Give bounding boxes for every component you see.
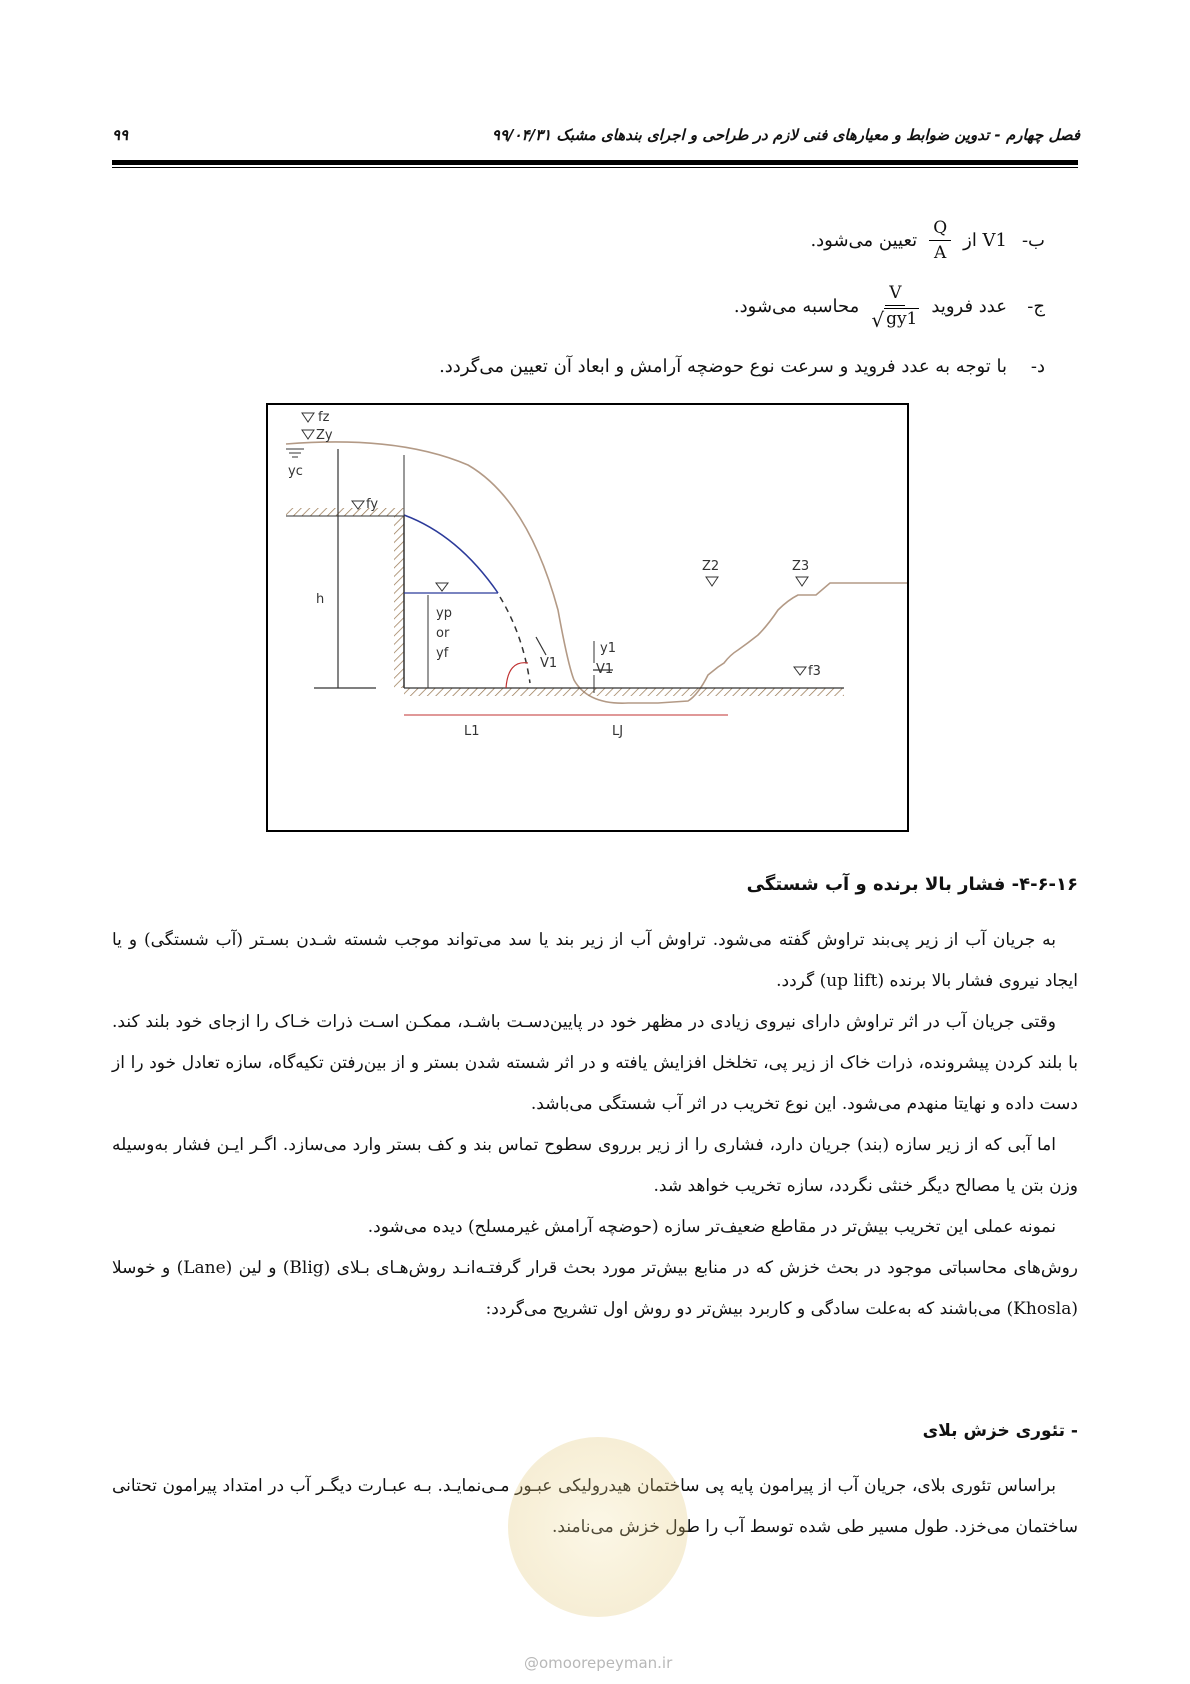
velocity-arrow [536, 637, 546, 655]
page-number: ۹۹ [112, 126, 129, 144]
item-text-before: عدد فروید [931, 295, 1007, 317]
item-label: ب- [1021, 230, 1045, 251]
upstream-ground [286, 508, 404, 516]
label-or: or [436, 626, 450, 641]
sqrt-denominator [871, 306, 919, 332]
label-f3: f3 [808, 664, 821, 679]
level-triangle-z2 [706, 577, 718, 586]
nappe-dashed [500, 597, 530, 683]
stilling-basin-figure [266, 403, 909, 832]
watermark-text: @omoorepeyman.ir [524, 1654, 673, 1672]
basin-floor [404, 688, 844, 696]
fraction-numerator: Q [929, 218, 951, 241]
paragraph-2: وقتی جریان آب در اثر تراوش دارای نیروی زیادی در مظهر خود در پایین‌دسـت باشـد، ممکـن اسـت ذرات خـاک را ازجای خود بلند کند. با بلند کردن پیشرونده، ذرات خاک از زیر پی، تخلخل افزایش یافته و در اثر شسته شدن بستر و از بین‌رفتن تکیه‌گاه، سازه تعادل خود را از دست داده و نهایتا منهدم می‌شود. این نوع تخریب در اثر آب شستگی می‌باشد. [112, 1012, 1078, 1114]
formula-item-j [733, 283, 1045, 332]
paragraph-3: اما آبی که از زیر سازه (بند) جریان دارد، فشاری را از زیر برروی سطوح تماس بند و کف بستر وارد می‌سازد. اگـر ایـن فشار به‌وسیله وزن بتن یا مصالح دیگر خنثی نگردد، سازه تخریب خواهد شد. [112, 1135, 1078, 1196]
item-text-before: V1 از [963, 230, 1007, 251]
fraction-q-over-a [929, 218, 951, 263]
label-yp: yp [436, 606, 452, 621]
formula-item-b [810, 218, 1045, 263]
label-z3: Z3 [792, 559, 810, 574]
label-y1: y1 [600, 641, 616, 656]
sqrt-argument: gy1 [886, 309, 918, 329]
angle-arc [506, 663, 528, 688]
weir-wall [394, 516, 404, 688]
label-yf: yf [436, 646, 449, 661]
fraction-numerator: V [885, 283, 905, 306]
paragraph-5: روش‌های محاسباتی موجود در بحث خزش که در منابع بیش‌تر مورد بحث قرار گرفتـه‌انـد روش‌هـای بـلای (Blig) و لین (Lane) و خوسلا (Khosla) می‌باشند که به‌علت سادگی و کاربرد بیش‌تر دو روش اول تشریح می‌گردد: [112, 1258, 1079, 1319]
chapter-title: فصل چهارم - تدوین ضوابط و معیارهای فنی لازم در طراحی و اجرای بندهای مشبک ۹۹/۰۴/۳۱ [491, 126, 1080, 144]
hydraulic-jump-diagram [268, 405, 907, 830]
item-label: د- [1030, 356, 1045, 377]
label-l1: L1 [464, 724, 480, 739]
level-triangle-f3 [794, 667, 806, 675]
header-rule-thin [112, 167, 1078, 168]
label-h: h [316, 592, 325, 607]
item-text: با توجه به عدد فروید و سرعت نوع حوضچه آرامش و ابعاد آن تعیین می‌گردد. [439, 356, 1007, 377]
fraction-denominator: A [934, 243, 947, 263]
level-triangle-zy [302, 430, 314, 439]
label-fz: fz [318, 410, 330, 425]
fraction-froude [871, 283, 919, 332]
paragraph-4: نمونه عملی این تخریب بیش‌تر در مقاطع ضعیف‌تر سازه (حوضچه آرامش غیرمسلح) دیده می‌شود. [367, 1217, 1056, 1237]
paragraph-1: به جریان آب از زیر پی‌بند تراوش گفته می‌شود. تراوش آب از زیر بند یا سد می‌تواند موجب شسته شـدن بسـتر (آب شستگی) و یا ایجاد نیروی فشار بالا برنده (up lift) گردد. [112, 930, 1078, 991]
subsection-heading: - تئوری خزش بلای [922, 1421, 1078, 1441]
level-triangle-fy [352, 501, 364, 509]
formula-item-d [439, 356, 1045, 377]
watermark-seal [508, 1437, 688, 1617]
item-text-after: محاسبه می‌شود. [733, 295, 860, 317]
level-triangle-pool [436, 583, 448, 591]
label-lj: LJ [612, 724, 624, 739]
header-rule-thick [112, 160, 1078, 165]
level-triangle-fz [302, 413, 314, 422]
label-fy: fy [366, 497, 379, 512]
nappe-curve [404, 515, 498, 593]
label-v1-jump: V1 [596, 662, 614, 677]
level-triangle-z3 [796, 577, 808, 586]
label-z2: Z2 [702, 559, 720, 574]
label-yc: yc [288, 464, 303, 479]
item-text-after: تعیین می‌شود. [810, 230, 918, 251]
item-label: ج- [1027, 295, 1045, 317]
section-heading: ۴-۶-۱۶- فشار بالا برنده و آب شستگی [746, 874, 1078, 895]
label-zy: Zy [316, 428, 333, 443]
sqrt-sign: √ [871, 308, 885, 332]
subsection-paragraph: براساس تئوری بلای، جریان آب از پیرامون پایه پی ساختمان هیدرولیکی عبـور مـی‌نمایـد. بـه عبـارت دیگـر آب در امتداد پیرامون تحتانی ساختمان می‌خزد. طول مسیر طی شده توسط آب را طول خزش می‌نامند. [112, 1476, 1078, 1537]
label-v1-incoming: V1 [540, 656, 558, 671]
